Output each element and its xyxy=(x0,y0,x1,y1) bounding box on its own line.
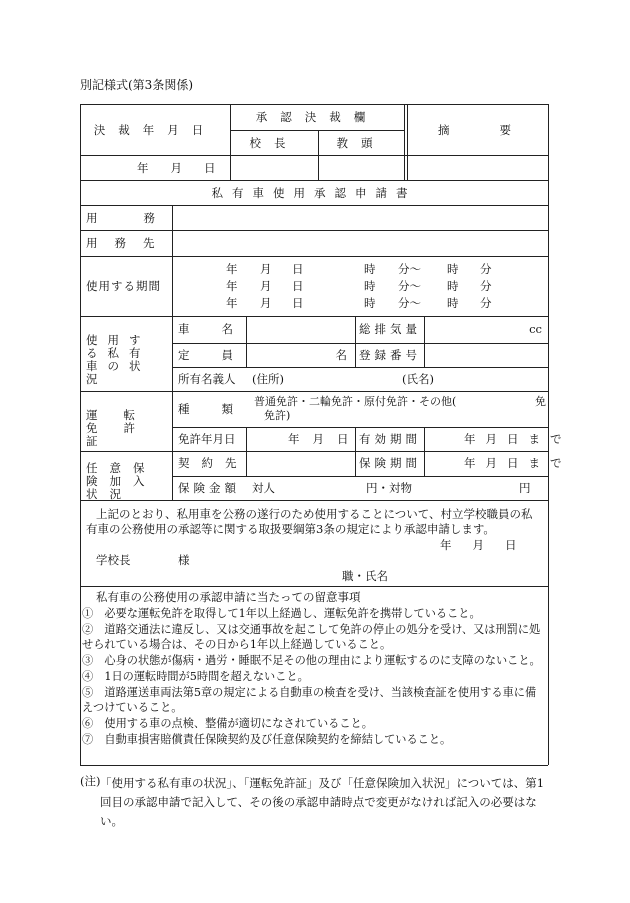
capacity-label: 定員 xyxy=(178,348,265,362)
displacement-label: 総排気量 xyxy=(359,322,421,336)
period-label: 使用する期間 xyxy=(86,279,161,293)
signature-label: 職・氏名 xyxy=(342,569,388,583)
honorific-label: 様 xyxy=(178,553,190,567)
form-title: 私有車使用承認申請書 xyxy=(211,186,417,200)
destination-label: 用務先 xyxy=(86,236,172,250)
note-item-7: ⑦ 自動車損害賠償責任保険契約及び任意保険契約を締結していること。 xyxy=(82,733,452,746)
registration-label: 登録番号 xyxy=(359,348,421,362)
car-name-label: 車名 xyxy=(178,322,265,336)
license-type-field[interactable]: 普通免許・二輪免許・原付免許・その他( 免 免許) xyxy=(254,395,546,422)
declaration-date: 年月日 xyxy=(440,538,538,552)
destination-field[interactable] xyxy=(174,232,546,254)
note-item-2: ② 道路交通法に違反し、又は交通事故を起こして免許の停止の処分を受け、又は刑罰に処せられている場合は、その日から1年以上経過していること。 xyxy=(82,623,541,651)
note-item-5: ⑤ 道路運送車両法第5章の規定による自動車の検査を受け、当該検査証を使用する車に備えつけていること。 xyxy=(82,686,537,714)
approval-column-label: 承認決裁欄 xyxy=(255,110,379,124)
decision-date-value: 年月日 xyxy=(137,161,238,175)
license-issue-date-field[interactable]: 年月日 xyxy=(288,432,362,446)
purpose-label: 用務 xyxy=(86,211,201,225)
owner-field[interactable]: (住所) (氏名) xyxy=(252,372,434,386)
note-item-4: ④ 1日の運転時間が5時間を超えないこと。 xyxy=(82,670,309,683)
insurance-amount-label: 保険金額 xyxy=(178,481,240,495)
license-section-label: 運転免許証 xyxy=(86,408,161,448)
decision-date-label: 決裁年月日 xyxy=(93,123,217,137)
insurance-period-field[interactable]: 年月日まで xyxy=(464,456,572,470)
capacity-field[interactable]: 名 xyxy=(335,348,347,362)
displacement-field[interactable]: cc xyxy=(529,322,542,336)
note-item-6: ⑥ 使用する車の点検、整備が適切になされていること。 xyxy=(82,717,373,730)
form-reference: 別記様式(第3条関係) xyxy=(80,78,193,92)
license-validity-label: 有効期間 xyxy=(359,432,421,446)
notes-title: 私有車の公務使用の承認申請に当たっての留意事項 xyxy=(96,590,361,604)
owner-label: 所有名義人 xyxy=(178,372,236,386)
insurance-contractor-field[interactable] xyxy=(248,453,353,474)
license-issue-date-label: 免許年月日 xyxy=(178,432,236,446)
license-type-label: 種類 xyxy=(178,402,265,416)
car-name-field[interactable] xyxy=(248,318,353,341)
notes-block xyxy=(82,590,546,746)
declaration-text: 上記のとおり、私用車を公務の遂行のため使用することについて、村立学校職員の私有車の公務使用の承認等に関する取扱要綱第3条の規定により承認申請します。 xyxy=(86,507,533,536)
note-item-3: ③ 心身の状態が傷病・過労・睡眠不足その他の理由により運転するのに支障のないこと。 xyxy=(82,654,541,667)
footnote-prefix: (注) xyxy=(80,774,101,788)
vehicle-section-label: 使用する私有車の状況 xyxy=(86,333,151,386)
insurance-period-label: 保険期間 xyxy=(359,456,421,470)
footnote-text: 「使用する私有車の状況」、「運転免許証」及び「任意保険加入状況」については、第1回目の承認申請で記入して、その後の承認申請時点で変更がなければ記入の必要はない。 xyxy=(100,776,545,828)
insurance-section-label: 任意保険加入状況 xyxy=(86,461,157,501)
remarks-label: 摘要 xyxy=(438,123,561,137)
addressee-label: 学校長 xyxy=(96,553,131,567)
period-field[interactable]: 年 月 日 時 分〜 時 分 年 月 日 時 分〜 時 分 年 月 日 時 分〜 時 分 xyxy=(226,262,492,310)
insurance-amount-field[interactable]: 対人 円・対物 円 xyxy=(252,481,531,495)
registration-field[interactable] xyxy=(426,345,546,365)
note-item-1: ① 必要な運転免許を取得して1年以上経過し、運転免許を携帯していること。 xyxy=(82,607,481,620)
license-validity-field[interactable]: 年月日まで xyxy=(464,432,572,446)
insurance-contractor-label: 契約先 xyxy=(178,456,249,470)
vice-principal-label: 教頭 xyxy=(336,136,386,150)
signature-field[interactable] xyxy=(400,565,540,583)
principal-label: 校長 xyxy=(249,136,299,150)
purpose-field[interactable] xyxy=(174,207,546,228)
